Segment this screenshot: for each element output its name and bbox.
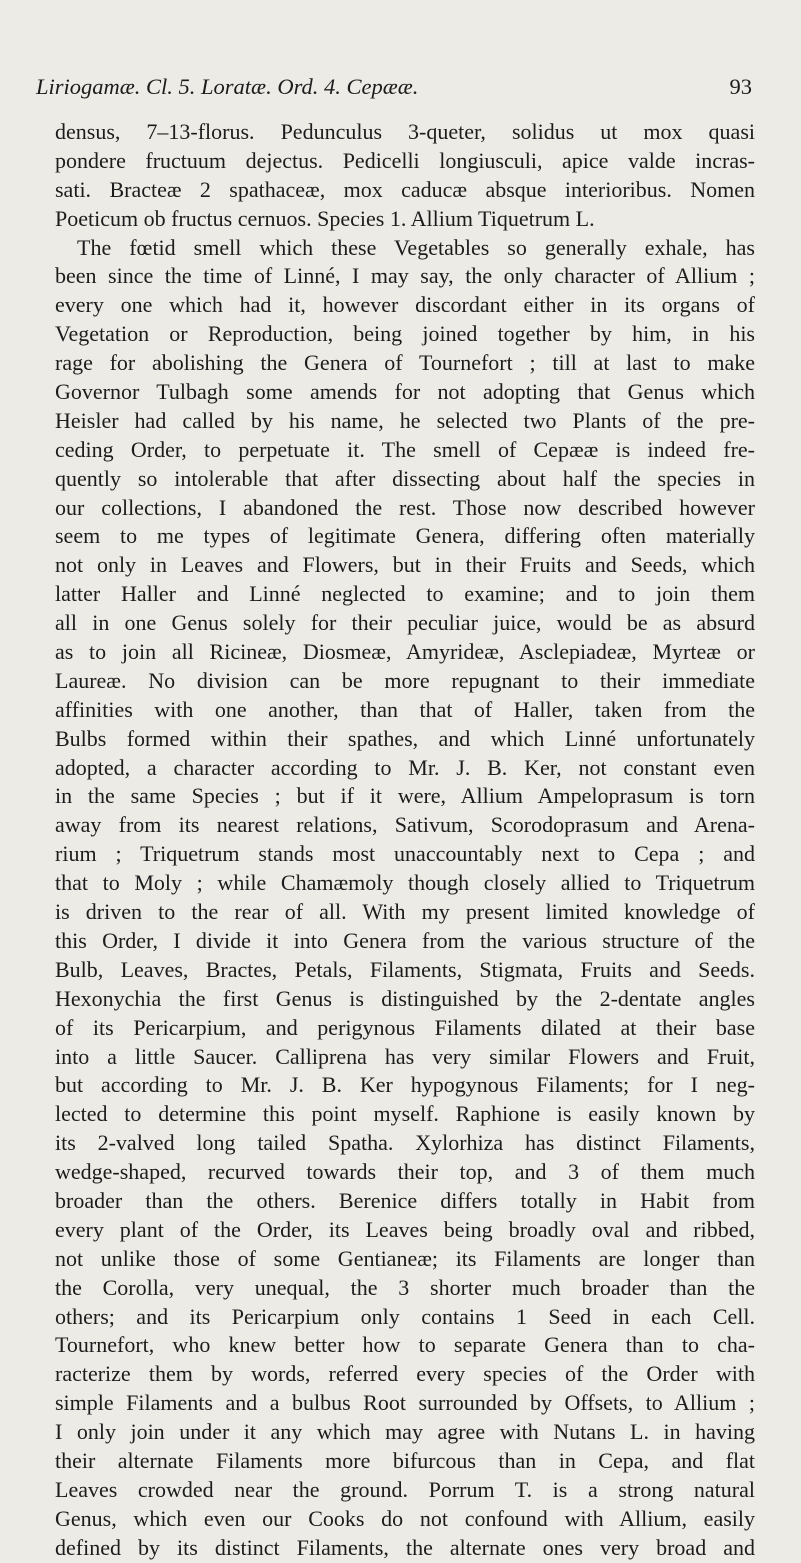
text-line: others; and its Pericarpium only contains 1 Seed in each Cell. bbox=[55, 1303, 755, 1329]
text-line: but according to Mr. J. B. Ker hypogynous Filaments; for I neg- bbox=[55, 1072, 755, 1098]
text-line: their alternate Filaments more bifurcous than in Cepa, and flat bbox=[55, 1447, 755, 1473]
text-line: our collections, I abandoned the rest. Those now described however bbox=[55, 494, 755, 520]
text-line: been since the time of Linné, I may say, the only character of Allium ; bbox=[55, 263, 755, 289]
text-line: ceding Order, to perpetuate it. The smell of Cepææ is indeed fre- bbox=[55, 436, 755, 462]
text-line: is driven to the rear of all. With my present limited knowledge of bbox=[55, 899, 755, 925]
text-line: latter Haller and Linné neglected to examine; and to join them bbox=[55, 581, 755, 607]
text-line: Governor Tulbagh some amends for not adopting that Genus which bbox=[55, 379, 755, 405]
text-line: that to Moly ; while Chamæmoly though closely allied to Triquetrum bbox=[55, 870, 755, 896]
text-line: densus, 7–13-florus. Pedunculus 3-queter, solidus ut mox quasi bbox=[55, 119, 755, 144]
text-line: the Corolla, very unequal, the 3 shorter much broader than the bbox=[55, 1274, 755, 1300]
text-line: Tournefort, who knew better how to separate Genera than to cha- bbox=[55, 1332, 755, 1358]
text-line: away from its nearest relations, Sativum, Scorodoprasum and Arena- bbox=[55, 812, 755, 838]
text-line: racterize them by words, referred every species of the Order with bbox=[55, 1361, 755, 1387]
text-line: not unlike those of some Gentianeæ; its Filaments are longer than bbox=[55, 1245, 755, 1271]
text-line: lected to determine this point myself. Raphione is easily known by bbox=[55, 1101, 755, 1127]
text-line: into a little Saucer. Calliprena has very similar Flowers and Fruit, bbox=[55, 1043, 755, 1069]
text-line: defined by its distinct Filaments, the alternate ones very broad and bbox=[55, 1534, 755, 1560]
text-line: Bulb, Leaves, Bractes, Petals, Filaments, Stigmata, Fruits and Seeds. bbox=[55, 956, 755, 982]
text-line: Genus, which even our Cooks do not confound with Allium, easily bbox=[55, 1505, 755, 1531]
text-line: affinities with one another, than that of Haller, taken from the bbox=[55, 696, 755, 722]
running-title: Liriogamæ. Cl. 5. Loratæ. Ord. 4. Cepææ. bbox=[36, 74, 419, 99]
text-line: all in one Genus solely for their peculiar juice, would be as absurd bbox=[55, 610, 755, 636]
text-line: broader than the others. Berenice differs totally in Habit from bbox=[55, 1187, 755, 1213]
text-line: The fœtid smell which these Vegetables so generally exhale, has bbox=[77, 234, 755, 260]
text-line: every one which had it, however discordant either in its organs of bbox=[55, 292, 755, 318]
text-line: I only join under it any which may agree with Nutans L. in having bbox=[55, 1419, 755, 1445]
text-line: in the same Species ; but if it were, Allium Ampeloprasum is torn bbox=[55, 783, 755, 809]
text-line: rage for abolishing the Genera of Tournefort ; till at last to make bbox=[55, 350, 755, 376]
text-line: pondere fructuum dejectus. Pedicelli longiusculi, apice valde incras- bbox=[55, 147, 755, 173]
text-line: not only in Leaves and Flowers, but in their Fruits and Seeds, which bbox=[55, 552, 755, 578]
text-line: seem to me types of legitimate Genera, differing often materially bbox=[55, 523, 755, 549]
text-line: Leaves crowded near the ground. Porrum T. is a strong natural bbox=[55, 1476, 755, 1502]
text-line: rium ; Triquetrum stands most unaccountably next to Cepa ; and bbox=[55, 841, 755, 867]
text-line: adopted, a character according to Mr. J. B. Ker, not constant even bbox=[55, 754, 755, 780]
text-line: this Order, I divide it into Genera from the various structure of the bbox=[55, 927, 755, 953]
text-line: as to join all Ricineæ, Diosmeæ, Amyrideæ, Asclepiadeæ, Myrteæ or bbox=[55, 639, 755, 665]
text-line: its 2-valved long tailed Spatha. Xylorhiza has distinct Filaments, bbox=[55, 1130, 755, 1156]
text-line: every plant of the Order, its Leaves being broadly oval and ribbed, bbox=[55, 1216, 755, 1242]
text-line: Vegetation or Reproduction, being joined together by him, in his bbox=[55, 321, 755, 347]
running-header bbox=[36, 72, 752, 102]
text-line: Bulbs formed within their spathes, and which Linné unfortunately bbox=[55, 725, 755, 751]
text-line: wedge-shaped, recurved towards their top, and 3 of them much bbox=[55, 1159, 755, 1185]
body-text bbox=[55, 118, 755, 1563]
text-line: quently so intolerable that after dissecting about half the species in bbox=[55, 465, 755, 491]
text-line: Heisler had called by his name, he selected two Plants of the pre- bbox=[55, 407, 755, 433]
page-number: 93 bbox=[729, 74, 752, 99]
text-line: of its Pericarpium, and perigynous Filaments dilated at their base bbox=[55, 1014, 755, 1040]
text-line: Hexonychia the first Genus is distinguished by the 2-dentate angles bbox=[55, 985, 755, 1011]
text-line: sati. Bracteæ 2 spathaceæ, mox caducæ absque interioribus. Nomen bbox=[55, 176, 755, 202]
text-line: Laureæ. No division can be more repugnant to their immediate bbox=[55, 667, 755, 693]
text-line: Poeticum ob fructus cernuos. Species 1. Allium Tiquetrum L. bbox=[55, 205, 595, 231]
text-line: simple Filaments and a bulbus Root surrounded by Offsets, to Allium ; bbox=[55, 1390, 755, 1416]
